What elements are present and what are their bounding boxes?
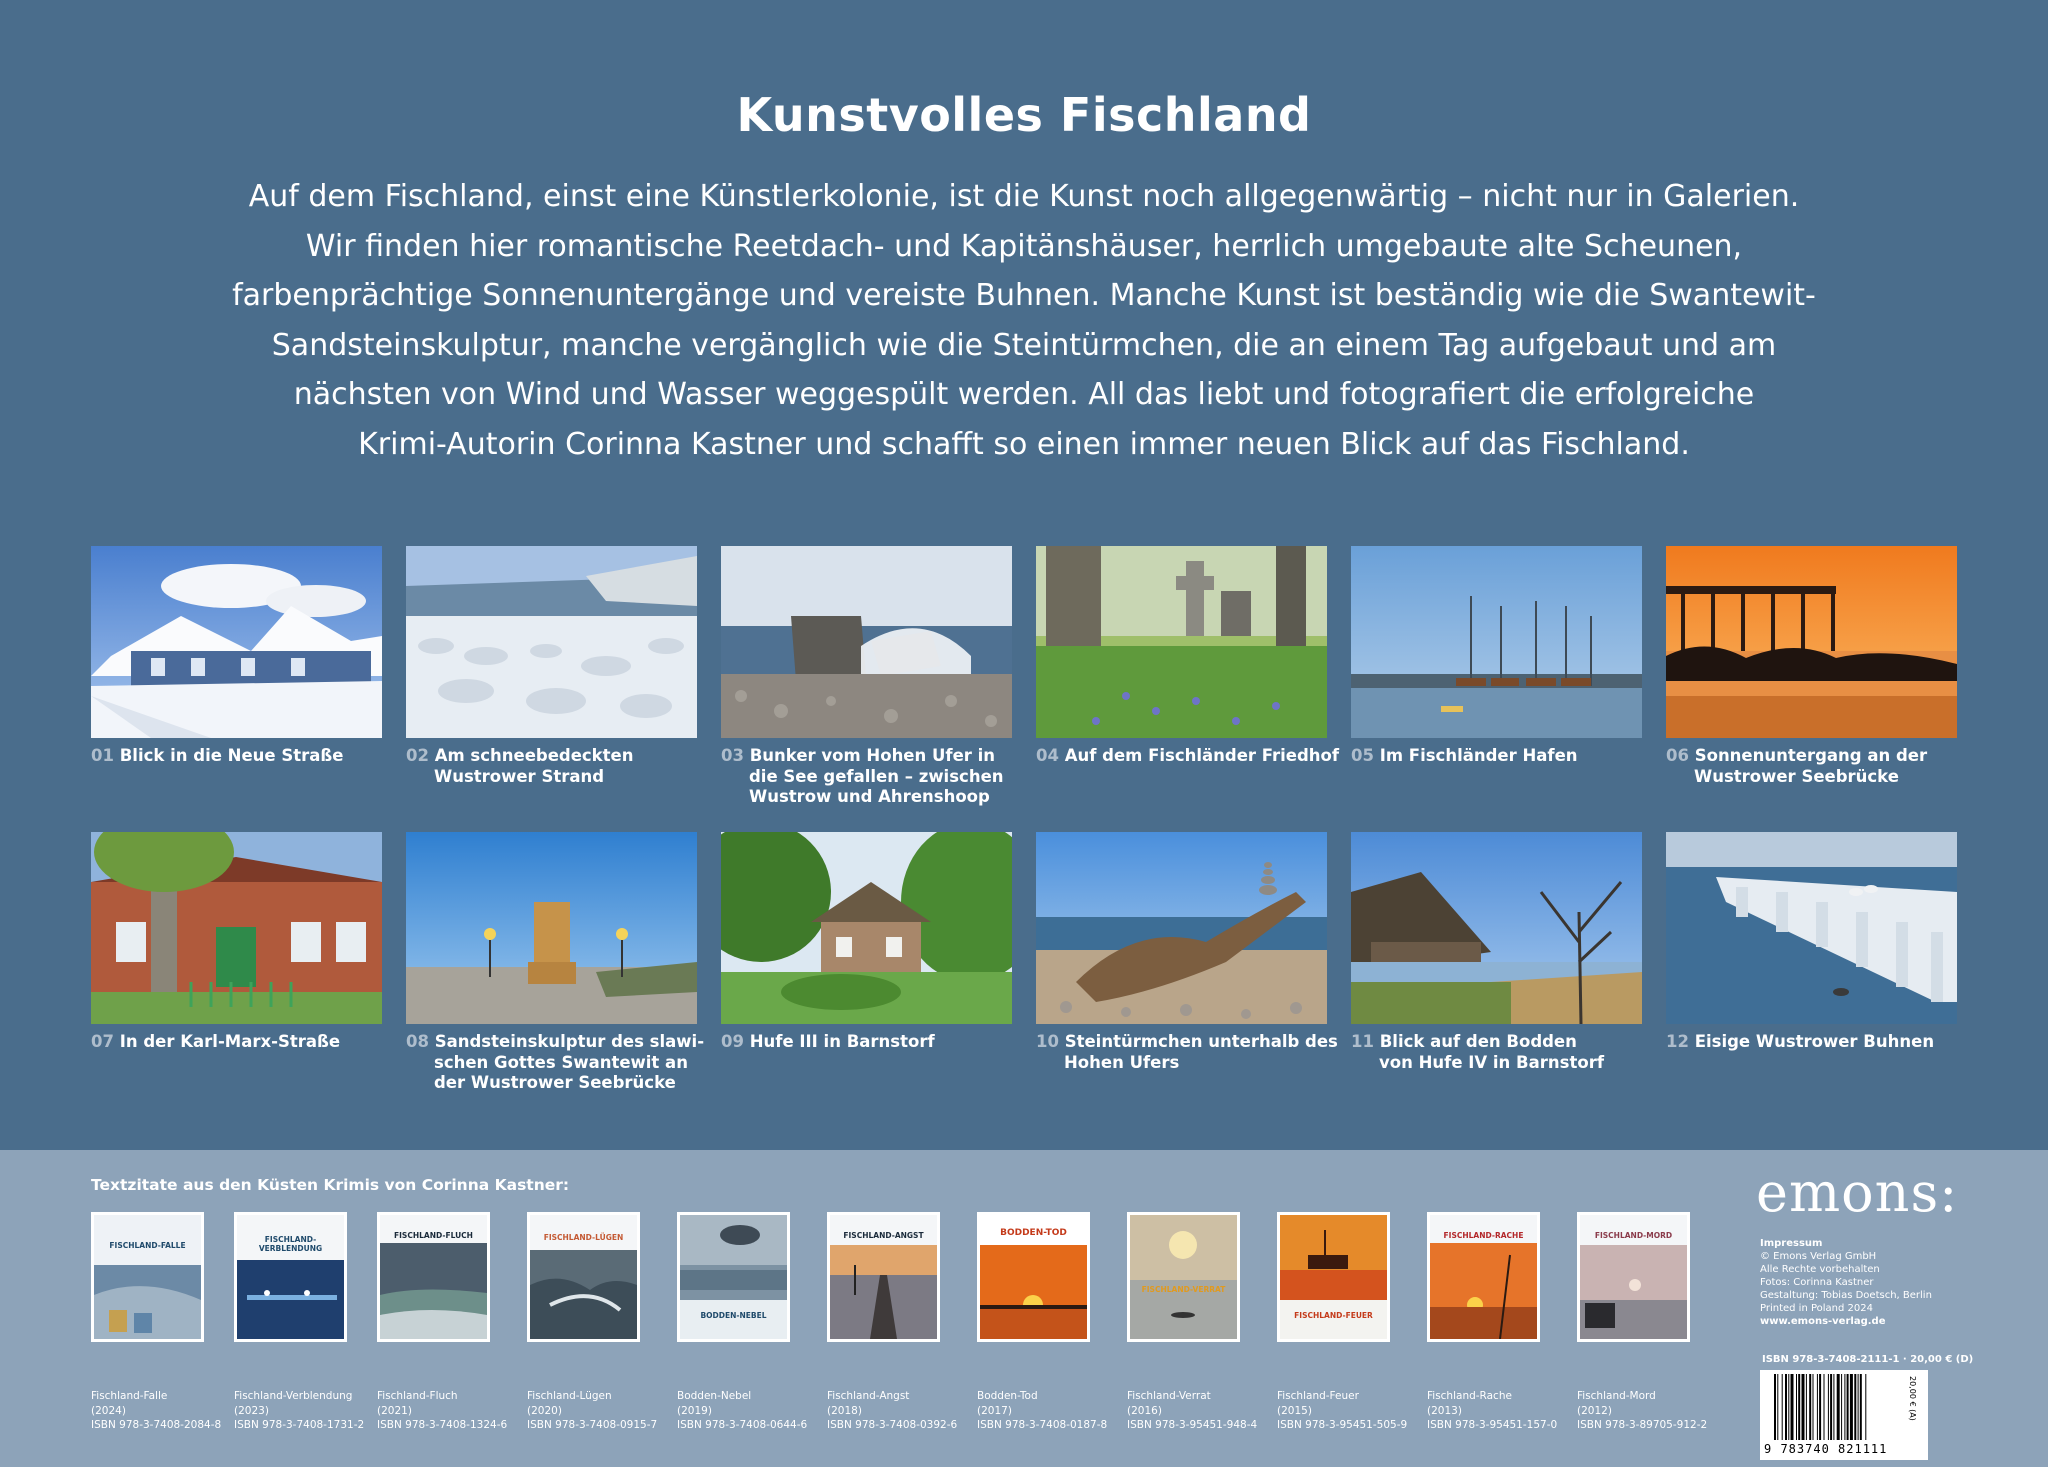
- book-cover-fischland-luegen: [527, 1212, 640, 1342]
- caption-11: [1351, 1032, 1651, 1073]
- book-name: Fischland-Angst: [827, 1390, 910, 1402]
- book-name: Fischland-Verrat: [1127, 1390, 1211, 1402]
- book-year: (2012): [1577, 1404, 1612, 1417]
- photo-12-icy-groynes: [1666, 832, 1957, 1024]
- barcode-bar: [1813, 1374, 1814, 1440]
- book-year: (2021): [377, 1404, 412, 1417]
- page-title: Kunstvolles Fischland: [736, 88, 1312, 142]
- barcode-bar: [1802, 1374, 1805, 1440]
- barcode-bar: [1860, 1374, 1862, 1440]
- barcode-bar: [1785, 1374, 1787, 1440]
- book-cover-fischland-verrat: [1127, 1212, 1240, 1342]
- book-info: [1577, 1389, 1707, 1433]
- barcode-bar: [1841, 1374, 1842, 1440]
- book-cover-title: FISCHLAND-FALLE: [109, 1241, 186, 1250]
- barcode-bar: [1806, 1374, 1807, 1440]
- caption-03: [721, 746, 1021, 808]
- month-number: 03: [721, 746, 744, 765]
- caption-02: [406, 746, 706, 787]
- caption-text: Wustrower Seebrücke: [1694, 766, 1899, 786]
- book-isbn: ISBN 978-3-95451-157-0: [1427, 1419, 1558, 1431]
- book-cover-fischland-falle: [91, 1212, 204, 1342]
- book-name: Fischland-Verblendung: [234, 1390, 353, 1402]
- photo-09-hufe-iii: [721, 832, 1012, 1024]
- book-cover-fischland-angst: [827, 1212, 940, 1342]
- barcode-bar: [1858, 1374, 1859, 1440]
- book-cover-title: FISCHLAND-MORD: [1594, 1231, 1673, 1240]
- impressum-line: Fotos: Corinna Kastner: [1760, 1277, 1874, 1288]
- book-info: [677, 1389, 807, 1433]
- photo-08-swantewit-sculpture: [406, 832, 697, 1024]
- photo-04-cemetery: [1036, 546, 1327, 738]
- caption-05: [1351, 746, 1651, 767]
- month-number: 02: [406, 746, 429, 765]
- impressum-line: Printed in Poland 2024: [1760, 1303, 1873, 1314]
- book-year: (2016): [1127, 1404, 1162, 1417]
- caption-text: Am schneebedeckten: [434, 746, 634, 765]
- book-cover-bodden-nebel: [677, 1212, 790, 1342]
- caption-12: [1666, 1032, 1966, 1053]
- caption-text: Wustrow und Ahrenshoop: [749, 787, 990, 806]
- book-year: (2020): [527, 1404, 562, 1417]
- barcode-bar: [1796, 1374, 1797, 1440]
- book-info: [827, 1389, 957, 1433]
- caption-text: Blick in die Neue Straße: [119, 746, 344, 765]
- book-name: Fischland-Falle: [91, 1390, 168, 1402]
- intro-line: farbenprächtige Sonnenuntergänge und vereiste Buhnen. Manche Kunst ist beständig wie die Swantewit-: [232, 278, 1816, 313]
- book-year: (2015): [1277, 1404, 1312, 1417]
- impressum-line: © Emons Verlag GmbH: [1760, 1251, 1877, 1262]
- book-cover-fischland-fluch: [377, 1212, 490, 1342]
- barcode-price-at: 20,00 € (A): [1908, 1376, 1917, 1421]
- barcode-bar: [1854, 1374, 1856, 1440]
- barcode-bar: [1850, 1374, 1853, 1440]
- barcode-bar: [1791, 1374, 1794, 1440]
- book-cover-bodden-tod: [977, 1212, 1090, 1342]
- book-isbn: ISBN 978-3-7408-1324-6: [377, 1419, 508, 1431]
- photo-07-karl-marx-strasse: [91, 832, 382, 1024]
- book-cover-title: BODDEN-TOD: [1000, 1228, 1067, 1238]
- book-cover-title: FISCHLAND-FLUCH: [394, 1231, 473, 1240]
- caption-text: Wustrower Strand: [434, 766, 605, 786]
- book-cover-title: FISCHLAND-RACHE: [1443, 1231, 1524, 1240]
- intro-line: Krimi-Autorin Corinna Kastner und schafft so einen immer neuen Blick auf das Fischland.: [358, 426, 1690, 462]
- book-year: (2024): [91, 1404, 126, 1417]
- caption-text: der Wustrower Seebrücke: [434, 1073, 676, 1092]
- month-number: 07: [91, 1032, 114, 1051]
- month-number: 09: [721, 1032, 744, 1051]
- photo-05-harbor: [1351, 546, 1642, 738]
- photo-01-snowy-thatched-houses: [91, 546, 382, 738]
- book-info: [977, 1389, 1107, 1433]
- book-year: (2019): [677, 1404, 712, 1417]
- caption-text: Sandsteinskulptur des slawi-: [434, 1032, 705, 1051]
- caption-text: Steintürmchen unterhalb des: [1064, 1032, 1338, 1051]
- intro-text: [200, 172, 1848, 469]
- barcode-bar: [1774, 1374, 1776, 1440]
- caption-09: [721, 1032, 1021, 1053]
- book-isbn: ISBN 978-3-95451-948-4: [1127, 1419, 1258, 1431]
- impressum-line: Alle Rechte vorbehalten: [1760, 1264, 1880, 1275]
- caption-text: Sonnenuntergang an der: [1694, 746, 1928, 765]
- isbn-price: ISBN 978-3-7408-2111-1 · 20,00 € (D): [1762, 1354, 1974, 1365]
- barcode-bar: [1828, 1374, 1829, 1440]
- barcode-bar: [1782, 1374, 1783, 1440]
- book-name: Bodden-Tod: [977, 1390, 1038, 1402]
- impressum-heading: Impressum: [1760, 1238, 1823, 1249]
- book-name: Fischland-Feuer: [1277, 1390, 1359, 1402]
- book-cover-fischland-mord: [1577, 1212, 1690, 1342]
- month-number: 04: [1036, 746, 1059, 765]
- caption-text: In der Karl-Marx-Straße: [119, 1032, 341, 1051]
- barcode-bar: [1844, 1374, 1845, 1440]
- month-number: 05: [1351, 746, 1374, 765]
- photo-02-snowy-beach: [406, 546, 697, 738]
- month-number: 12: [1666, 1032, 1689, 1051]
- caption-text: Auf dem Fischländer Friedhof: [1064, 746, 1340, 765]
- barcode-bar: [1798, 1374, 1800, 1440]
- caption-text: von Hufe IV in Barnstorf: [1379, 1052, 1605, 1072]
- photo-06-sunset-pier: [1666, 546, 1957, 738]
- book-name: Fischland-Rache: [1427, 1390, 1512, 1402]
- month-number: 08: [406, 1032, 429, 1051]
- barcode-bar: [1865, 1374, 1866, 1440]
- book-cover-title: FISCHLAND-FEUER: [1294, 1311, 1373, 1320]
- photo-10-stone-towers: [1036, 832, 1327, 1024]
- book-year: (2013): [1427, 1404, 1462, 1417]
- barcode-bar: [1824, 1374, 1825, 1440]
- book-info: [1127, 1389, 1257, 1433]
- books-heading: Textzitate aus den Küsten Krimis von Corinna Kastner:: [91, 1176, 570, 1194]
- book-name: Fischland-Mord: [1577, 1390, 1656, 1402]
- caption-text: Blick auf den Bodden: [1379, 1032, 1577, 1051]
- intro-line: nächsten von Wind und Wasser weggespült werden. All das liebt und fotografiert die erfolgreiche: [293, 377, 1755, 412]
- book-isbn: ISBN 978-3-7408-0915-7: [527, 1419, 658, 1431]
- month-number: 01: [91, 746, 114, 765]
- book-info: [377, 1389, 507, 1433]
- barcode: [1760, 1370, 1928, 1460]
- caption-10: [1036, 1032, 1336, 1073]
- book-cover-fischland-rache: [1427, 1212, 1540, 1342]
- barcode-bar: [1809, 1374, 1811, 1440]
- barcode-bar: [1788, 1374, 1789, 1440]
- barcode-bar: [1833, 1374, 1834, 1440]
- book-name: Bodden-Nebel: [677, 1390, 752, 1402]
- caption-text: Hohen Ufers: [1064, 1052, 1180, 1072]
- book-isbn: ISBN 978-3-7408-1731-2: [234, 1419, 365, 1431]
- book-info: [1427, 1389, 1557, 1433]
- book-isbn: ISBN 978-3-7408-0187-8: [977, 1419, 1108, 1431]
- book-year: (2017): [977, 1404, 1012, 1417]
- barcode-bar: [1847, 1374, 1849, 1440]
- book-cover-fischland-feuer: [1277, 1212, 1390, 1342]
- impressum: [1760, 1237, 1932, 1328]
- barcode-bar: [1819, 1374, 1821, 1440]
- caption-text: Im Fischländer Hafen: [1379, 746, 1578, 765]
- book-info: [234, 1389, 364, 1433]
- book-isbn: ISBN 978-3-95451-505-9: [1277, 1419, 1408, 1431]
- month-number: 10: [1036, 1032, 1059, 1051]
- book-cover-title: BODDEN-NEBEL: [700, 1311, 767, 1320]
- publisher-logo: emons:: [1756, 1161, 1959, 1224]
- book-year: (2023): [234, 1404, 269, 1417]
- photo-03-bunker-waves: [721, 546, 1012, 738]
- month-number: 06: [1666, 746, 1689, 765]
- book-isbn: ISBN 978-3-7408-0644-6: [677, 1419, 808, 1431]
- caption-08: [406, 1032, 706, 1094]
- caption-text: Eisige Wustrower Buhnen: [1694, 1032, 1935, 1051]
- publisher-website: www.emons-verlag.de: [1760, 1316, 1886, 1327]
- caption-07: [91, 1032, 391, 1053]
- intro-line: Wir finden hier romantische Reetdach- und Kapitänshäuser, herrlich umgebaute alte Scheunen,: [305, 228, 1743, 264]
- intro-line: Sandsteinskulptur, manche vergänglich wie die Steintürmchen, die an einem Tag aufgebaut und am: [271, 327, 1777, 363]
- book-isbn: ISBN 978-3-7408-0392-6: [827, 1419, 958, 1431]
- book-cover-title: FISCHLAND-ANGST: [843, 1231, 924, 1240]
- book-info: [1277, 1389, 1407, 1433]
- book-info: [527, 1389, 657, 1433]
- caption-01: [91, 746, 391, 767]
- book-year: (2018): [827, 1404, 862, 1417]
- book-isbn: ISBN 978-3-89705-912-2: [1577, 1419, 1708, 1431]
- barcode-bar: [1837, 1374, 1840, 1440]
- caption-text: schen Gottes Swantewit an: [434, 1052, 688, 1072]
- barcode-bar: [1777, 1374, 1778, 1440]
- book-cover-title: FISCHLAND-VERBLENDUNG: [258, 1235, 323, 1253]
- caption-04: [1036, 746, 1340, 767]
- barcode-bar: [1830, 1374, 1832, 1440]
- caption-text: Bunker vom Hohen Ufer in: [749, 746, 996, 765]
- photo-11-bodden-hufe-iv: [1351, 832, 1642, 1024]
- book-cover-title: FISCHLAND-LÜGEN: [543, 1233, 624, 1242]
- caption-text: Hufe III in Barnstorf: [749, 1032, 935, 1051]
- book-info: [91, 1389, 221, 1433]
- book-isbn: ISBN 978-3-7408-2084-8: [91, 1419, 222, 1431]
- month-number: 11: [1351, 1032, 1374, 1051]
- intro-line: Auf dem Fischland, einst eine Künstlerkolonie, ist die Kunst noch allgegenwärtig – nicht nur in Galerien.: [248, 179, 1800, 214]
- caption-06: [1666, 746, 1966, 787]
- book-name: Fischland-Fluch: [377, 1390, 458, 1402]
- barcode-digits: 9 783740 821111: [1764, 1442, 1888, 1456]
- impressum-line: Gestaltung: Tobias Doetsch, Berlin: [1760, 1290, 1932, 1301]
- book-name: Fischland-Lügen: [527, 1390, 612, 1402]
- barcode-bar: [1817, 1374, 1818, 1440]
- book-cover-fischland-verblendung: [234, 1212, 347, 1342]
- book-cover-title: FISCHLAND-VERRAT: [1141, 1285, 1226, 1294]
- caption-text: die See gefallen – zwischen: [749, 766, 1004, 786]
